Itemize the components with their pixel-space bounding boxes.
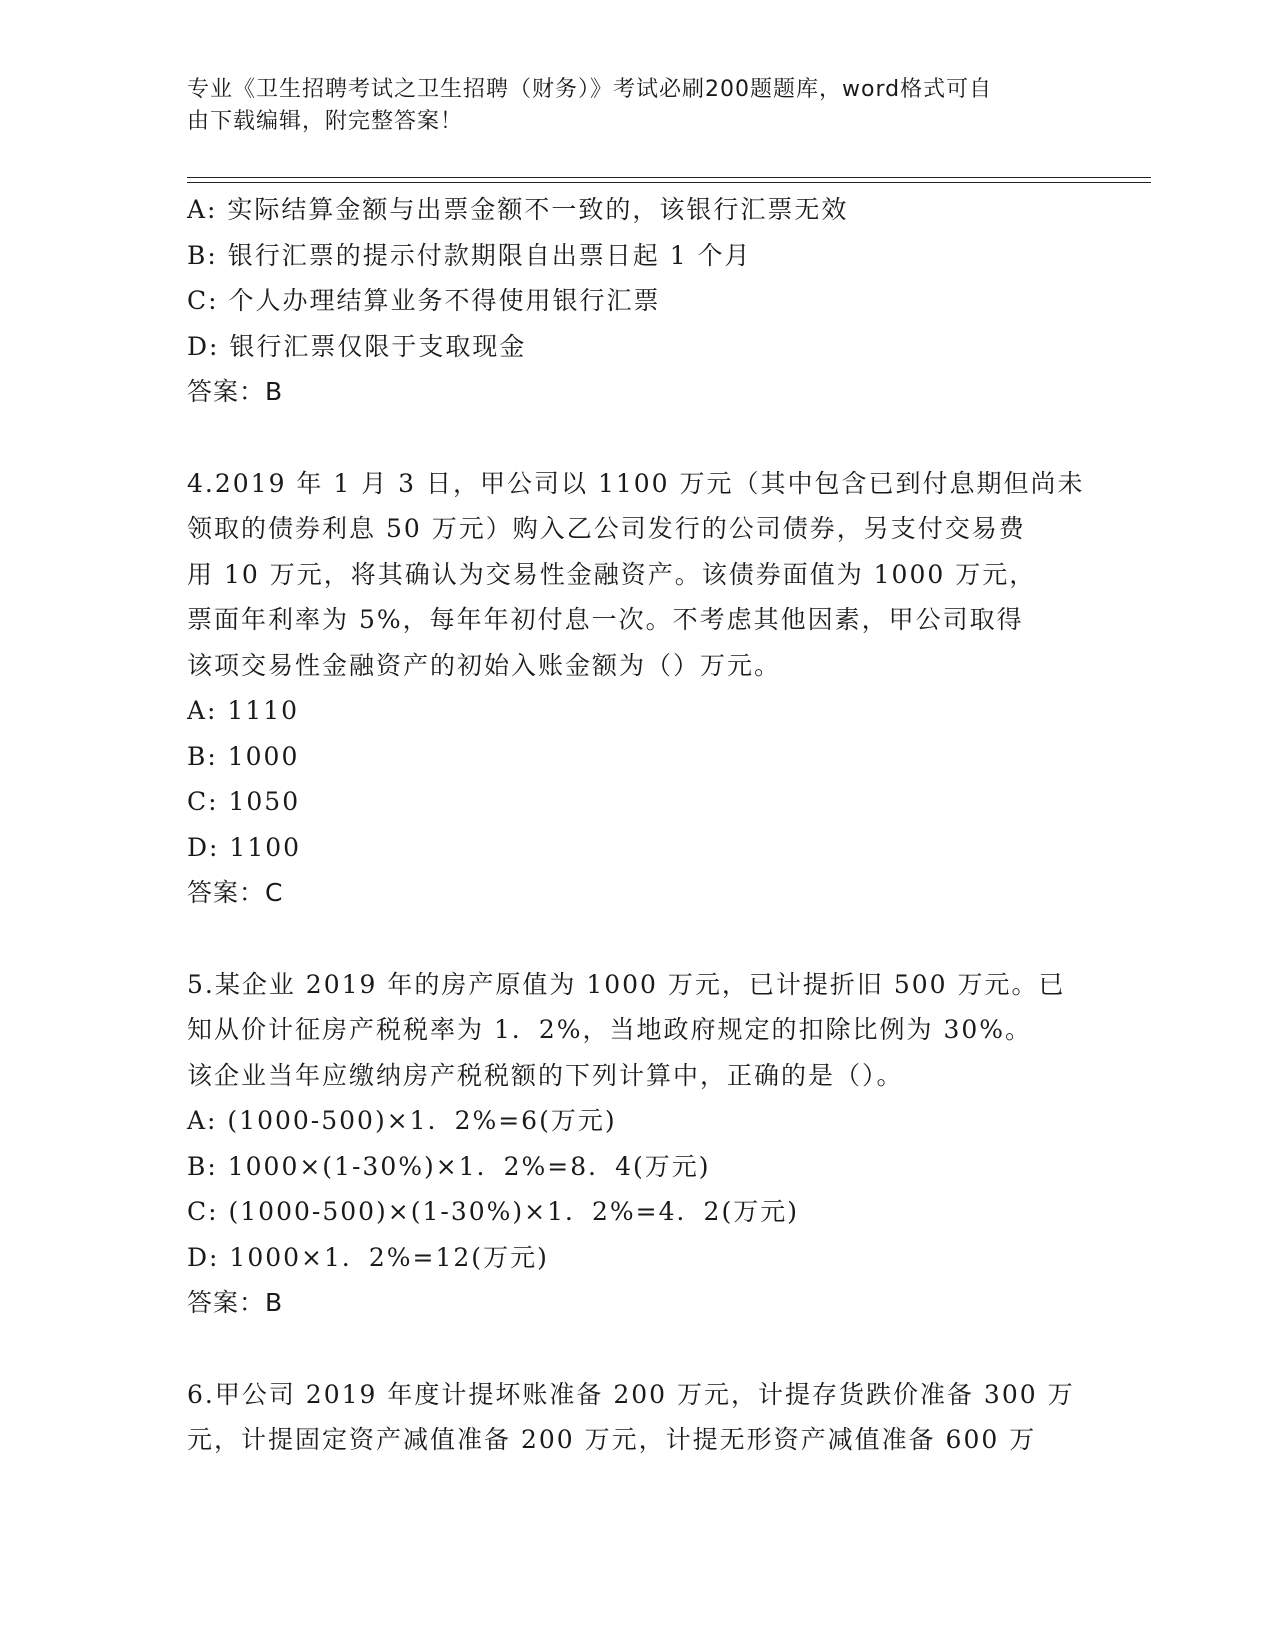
document-body (187, 187, 1087, 1463)
header-line-1: 专业《卫生招聘考试之卫生招聘（财务）》考试必刷200题题库，word格式可自 (187, 77, 993, 102)
answer: 答案：C (187, 878, 284, 907)
header-rule-bottom (187, 182, 1151, 183)
option-d: D: 1000×1．2%=12(万元) (187, 1242, 549, 1272)
question-line: 6.甲公司 2019 年度计提坏账准备 200 万元，计提存货跌价准备 300 万 (187, 1379, 1075, 1409)
question-line: 该企业当年应缴纳房产税税额的下列计算中，正确的是（）。 (187, 1060, 904, 1090)
question-line: 5.某企业 2019 年的房产原值为 1000 万元，已计提折旧 500 万元。已 (187, 969, 1066, 999)
question-text (187, 1372, 1077, 1463)
question-3 (187, 187, 1087, 415)
answer: 答案：B (187, 1288, 284, 1317)
option-b: B: 1000×(1-30%)×1．2%=8．4(万元) (187, 1151, 711, 1181)
question-line: 4.2019 年 1 月 3 日，甲公司以 1100 万元（其中包含已到付息期但尚未 (187, 468, 1085, 498)
question-4 (187, 461, 1087, 916)
option-a: A: (1000-500)×1．2%=6(万元) (187, 1106, 617, 1135)
header-rule-top (187, 177, 1151, 178)
option-c: C: (1000-500)×(1-30%)×1．2%=4．2(万元) (187, 1197, 799, 1226)
option-c: C: 1050 (187, 787, 301, 816)
question-5 (187, 962, 1087, 1326)
document-header (187, 74, 1067, 138)
question-line: 票面年利率为 5%，每年年初付息一次。不考虑其他因素，甲公司取得 (187, 605, 1024, 634)
question-line: 用 10 万元，将其确认为交易性金融资产。该债券面值为 1000 万元， (187, 559, 1037, 589)
question-line: 知从价计征房产税税率为 1．2%，当地政府规定的扣除比例为 30%。 (187, 1015, 1033, 1044)
option-d: D: 1100 (187, 832, 302, 862)
question-line: 该项交易性金融资产的初始入账金额为（）万元。 (187, 650, 782, 680)
question-line: 领取的债券利息 50 万元）购入乙公司发行的公司债券，另支付交易费 (187, 514, 1026, 543)
header-line-2: 由下载编辑，附完整答案！ (187, 109, 464, 134)
question-line: 元，计提固定资产减值准备 200 万元，计提无形资产减值准备 600 万 (187, 1425, 1037, 1454)
question-text (187, 962, 1077, 1099)
question-6 (187, 1372, 1087, 1463)
option-d: D: 银行汇票仅限于支取现金 (187, 331, 527, 361)
answer: 答案：B (187, 377, 284, 406)
option-a: A: 实际结算金额与出票金额不一致的，该银行汇票无效 (187, 195, 849, 224)
option-a: A: 1110 (187, 696, 300, 725)
option-b: B: 银行汇票的提示付款期限自出票日起 1 个月 (187, 240, 752, 270)
question-text (187, 461, 1085, 689)
option-b: B: 1000 (187, 741, 300, 771)
option-c: C: 个人办理结算业务不得使用银行汇票 (187, 286, 661, 315)
